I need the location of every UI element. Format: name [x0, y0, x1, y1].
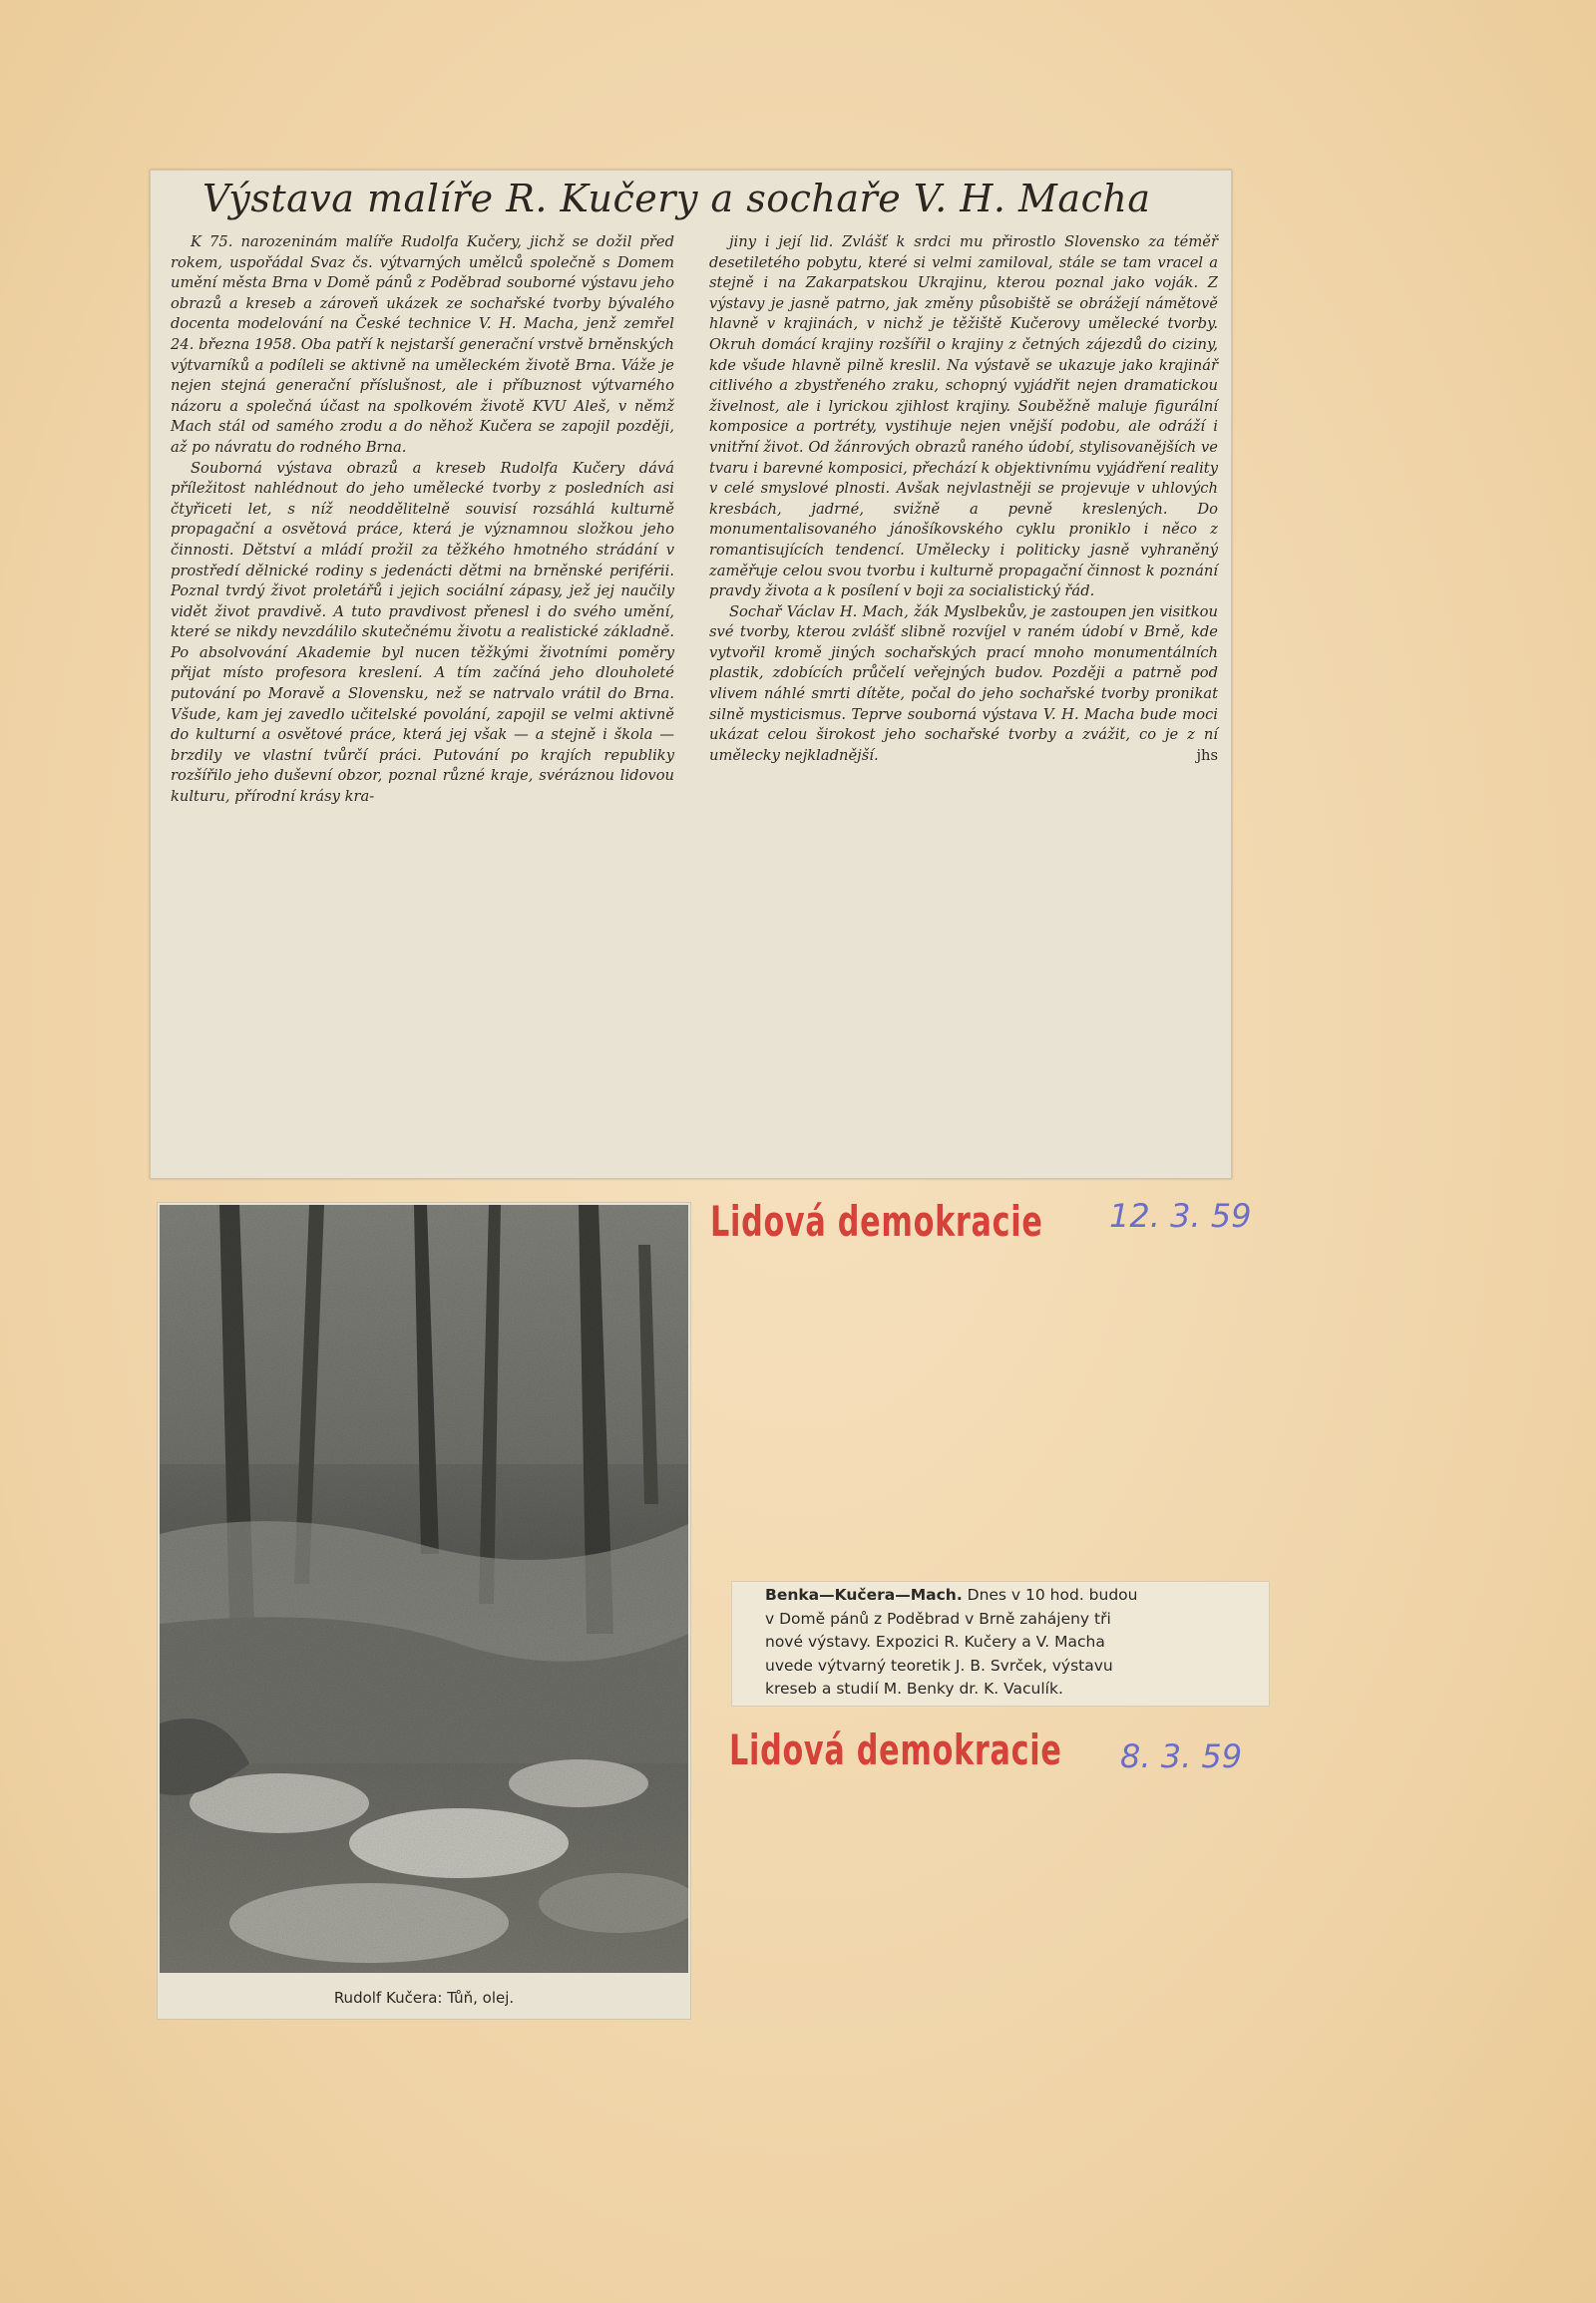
article-clipping — [150, 170, 1232, 1179]
notice-line — [765, 1584, 1263, 1608]
news-notice — [731, 1581, 1270, 1707]
article-paragraph-text: Sochař Václav H. Mach, žák Myslbekův, je zastoupen jen visitkou své tvorby, kterou zvlášť slibně rozvíjel v raném údobí v Brně, kde vytvořil kromě jiných sochařských prací mnoho monumentálních plastik, zdobících průčelí veřejných budov. Později a patrně pod vlivem náhlé smrti dítěte, počal do jeho sochařské tvorby pronikat silně mysticismus. Teprve souborná výstava V. H. Macha bude moci ukázat celou širokost jeho sochařské tvorby a zvážit, co je z ní umělecky nejkladnější. — [709, 602, 1218, 764]
article-paragraph: jiny i její lid. Zvlášť k srdci mu přirostlo Slovensko za téměř desetiletého pobytu, které si velmi zamiloval, stále se tam vracel a stejně i na Zakarpatskou Ukrajinu, kterou poznal jako voják. Z výstavy je jasně patrno, jak změny působiště se obrážejí námětově hlavně v krajinách, v nichž je těžiště Kučerovy umělecké tvorby. Okruh domácí krajiny rozšířil o krajiny z četných zájezdů do ciziny, kde všude hlavně pilně kreslil. Na výstavě se ukazuje jako krajinář citlivého a zbystřeného zraku, schopný vyjádřit nejen dramatickou živelnost, ale i lyrickou zjihlost krajiny. Souběžně maluje figurální komposice a portréty, vystihuje nejen vnější podobu, ale odráží i vnitřní život. Od žánrových obrazů raného údobí, stylisovanějších ve tvaru i barevné komposici, přechází k objektivnímu vyjádření reality v celé smyslové plnosti. Avšak nejvlastněji se projevuje v uhlových kresbách, jadrné, svižně a pevně kreslených. Do monumentalisovaného jánošíkovského cyklu proniklo i něco z romantisujících tendencí. Umělecky i politicky jasně vyhraněný zaměřuje celou svou tvorbu i kulturně propagační činnost k poznání pravdy života a k posílení v boji za socialistický řád. — [709, 233, 1218, 600]
article-paragraph: Souborná výstava obrazů a kreseb Rudolfa Kučery dává příležitost nahlédnout do jeho umělecké tvorby z posledních asi čtyřiceti let, s níž neoddělitelně souvisí rozsáhlá kulturně propagační a osvětová práce, která je významnou složkou jeho činnosti. Dětství a mládí prožil za těžkého hmotného strádání v prostředí dělnické rodiny s jedenácti dětmi na brněnské periférii. Poznal tvrdý život proletářů i jejich sociální zápasy, jež jej naučily vidět život pravdivě. A tuto pravdivost přenesl i do svého umění, které se nikdy nevzdálilo skutečnému životu a realistické základně. Po absolvování Akademie byl nucen těžkými životními poměry přijat místo profesora kreslení. A tím začíná jeho dlouholeté putování po Moravě a Slovensku, než se natrvalo vrátil do Brna. Všude, kam jej zavedlo učitelské povolání, zapojil se velmi aktivně do kulturní a osvětové práce, která jej však — a stejně i škola — brzdily ve vlastní tvůrčí práci. Putování po krajích republiky rozšířilo jeho duševní obzor, poznal různé kraje, svéráznou lidovou kulturu, přírodní krásy kra- — [171, 459, 674, 806]
newspaper-stamp: Lidová demokracie — [710, 1197, 1043, 1246]
article-headline: Výstava malíře R. Kučery a sochaře V. H. Macha — [202, 177, 1151, 220]
painting-image — [160, 1205, 688, 1973]
handwritten-date: 8. 3. 59 — [1120, 1737, 1243, 1775]
painting-photo — [160, 1205, 688, 1973]
article-paragraph — [709, 602, 1218, 767]
article-column-right — [709, 232, 1218, 766]
newspaper-stamp: Lidová demokracie — [729, 1726, 1062, 1774]
notice-line: nové výstavy. Expozici R. Kučery a V. Macha — [765, 1633, 1105, 1651]
notice-line: uvede výtvarný teoretik J. B. Svrček, výstavu — [765, 1656, 1113, 1675]
handwritten-date: 12. 3. 59 — [1109, 1197, 1252, 1235]
article-paragraph: K 75. narozeninám malíře Rudolfa Kučery, jichž se dožil před rokem, uspořádal Svaz čs. výtvarných umělců společně s Domem umění města Brna v Domě pánů z Poděbrad souborné výstavu jeho obrazů a kreseb a zároveň ukázek ze sochařské tvorby bývalého docenta modelování na České technice V. H. Macha, jenž zemřel 24. března 1958. Oba patří k nejstarší generační vrstvě brněnských výtvarníků a podíleli se aktivně na uměleckém životě Brna. Váže je nejen stejná generační příslušnost, ale i příbuznost výtvarného názoru a společná účast na spolkovém životě KVU Aleš, v němž Mach stál od samého zrodu a do něhož Kučera se zapojil později, až po návratu do rodného Brna. — [171, 233, 674, 456]
notice-line: kreseb a studií M. Benky dr. K. Vaculík. — [765, 1680, 1063, 1698]
notice-text: Dnes v 10 hod. budou — [962, 1586, 1138, 1604]
author-signature: jhs — [1196, 746, 1218, 764]
photo-clipping — [157, 1202, 691, 2020]
notice-line: v Domě pánů z Poděbrad v Brně zahájeny tři — [765, 1609, 1111, 1628]
article-column-left — [171, 232, 674, 808]
notice-lead: Benka—Kučera—Mach. — [765, 1586, 963, 1604]
photo-caption: Rudolf Kučera: Tůň, olej. — [333, 1989, 515, 2007]
